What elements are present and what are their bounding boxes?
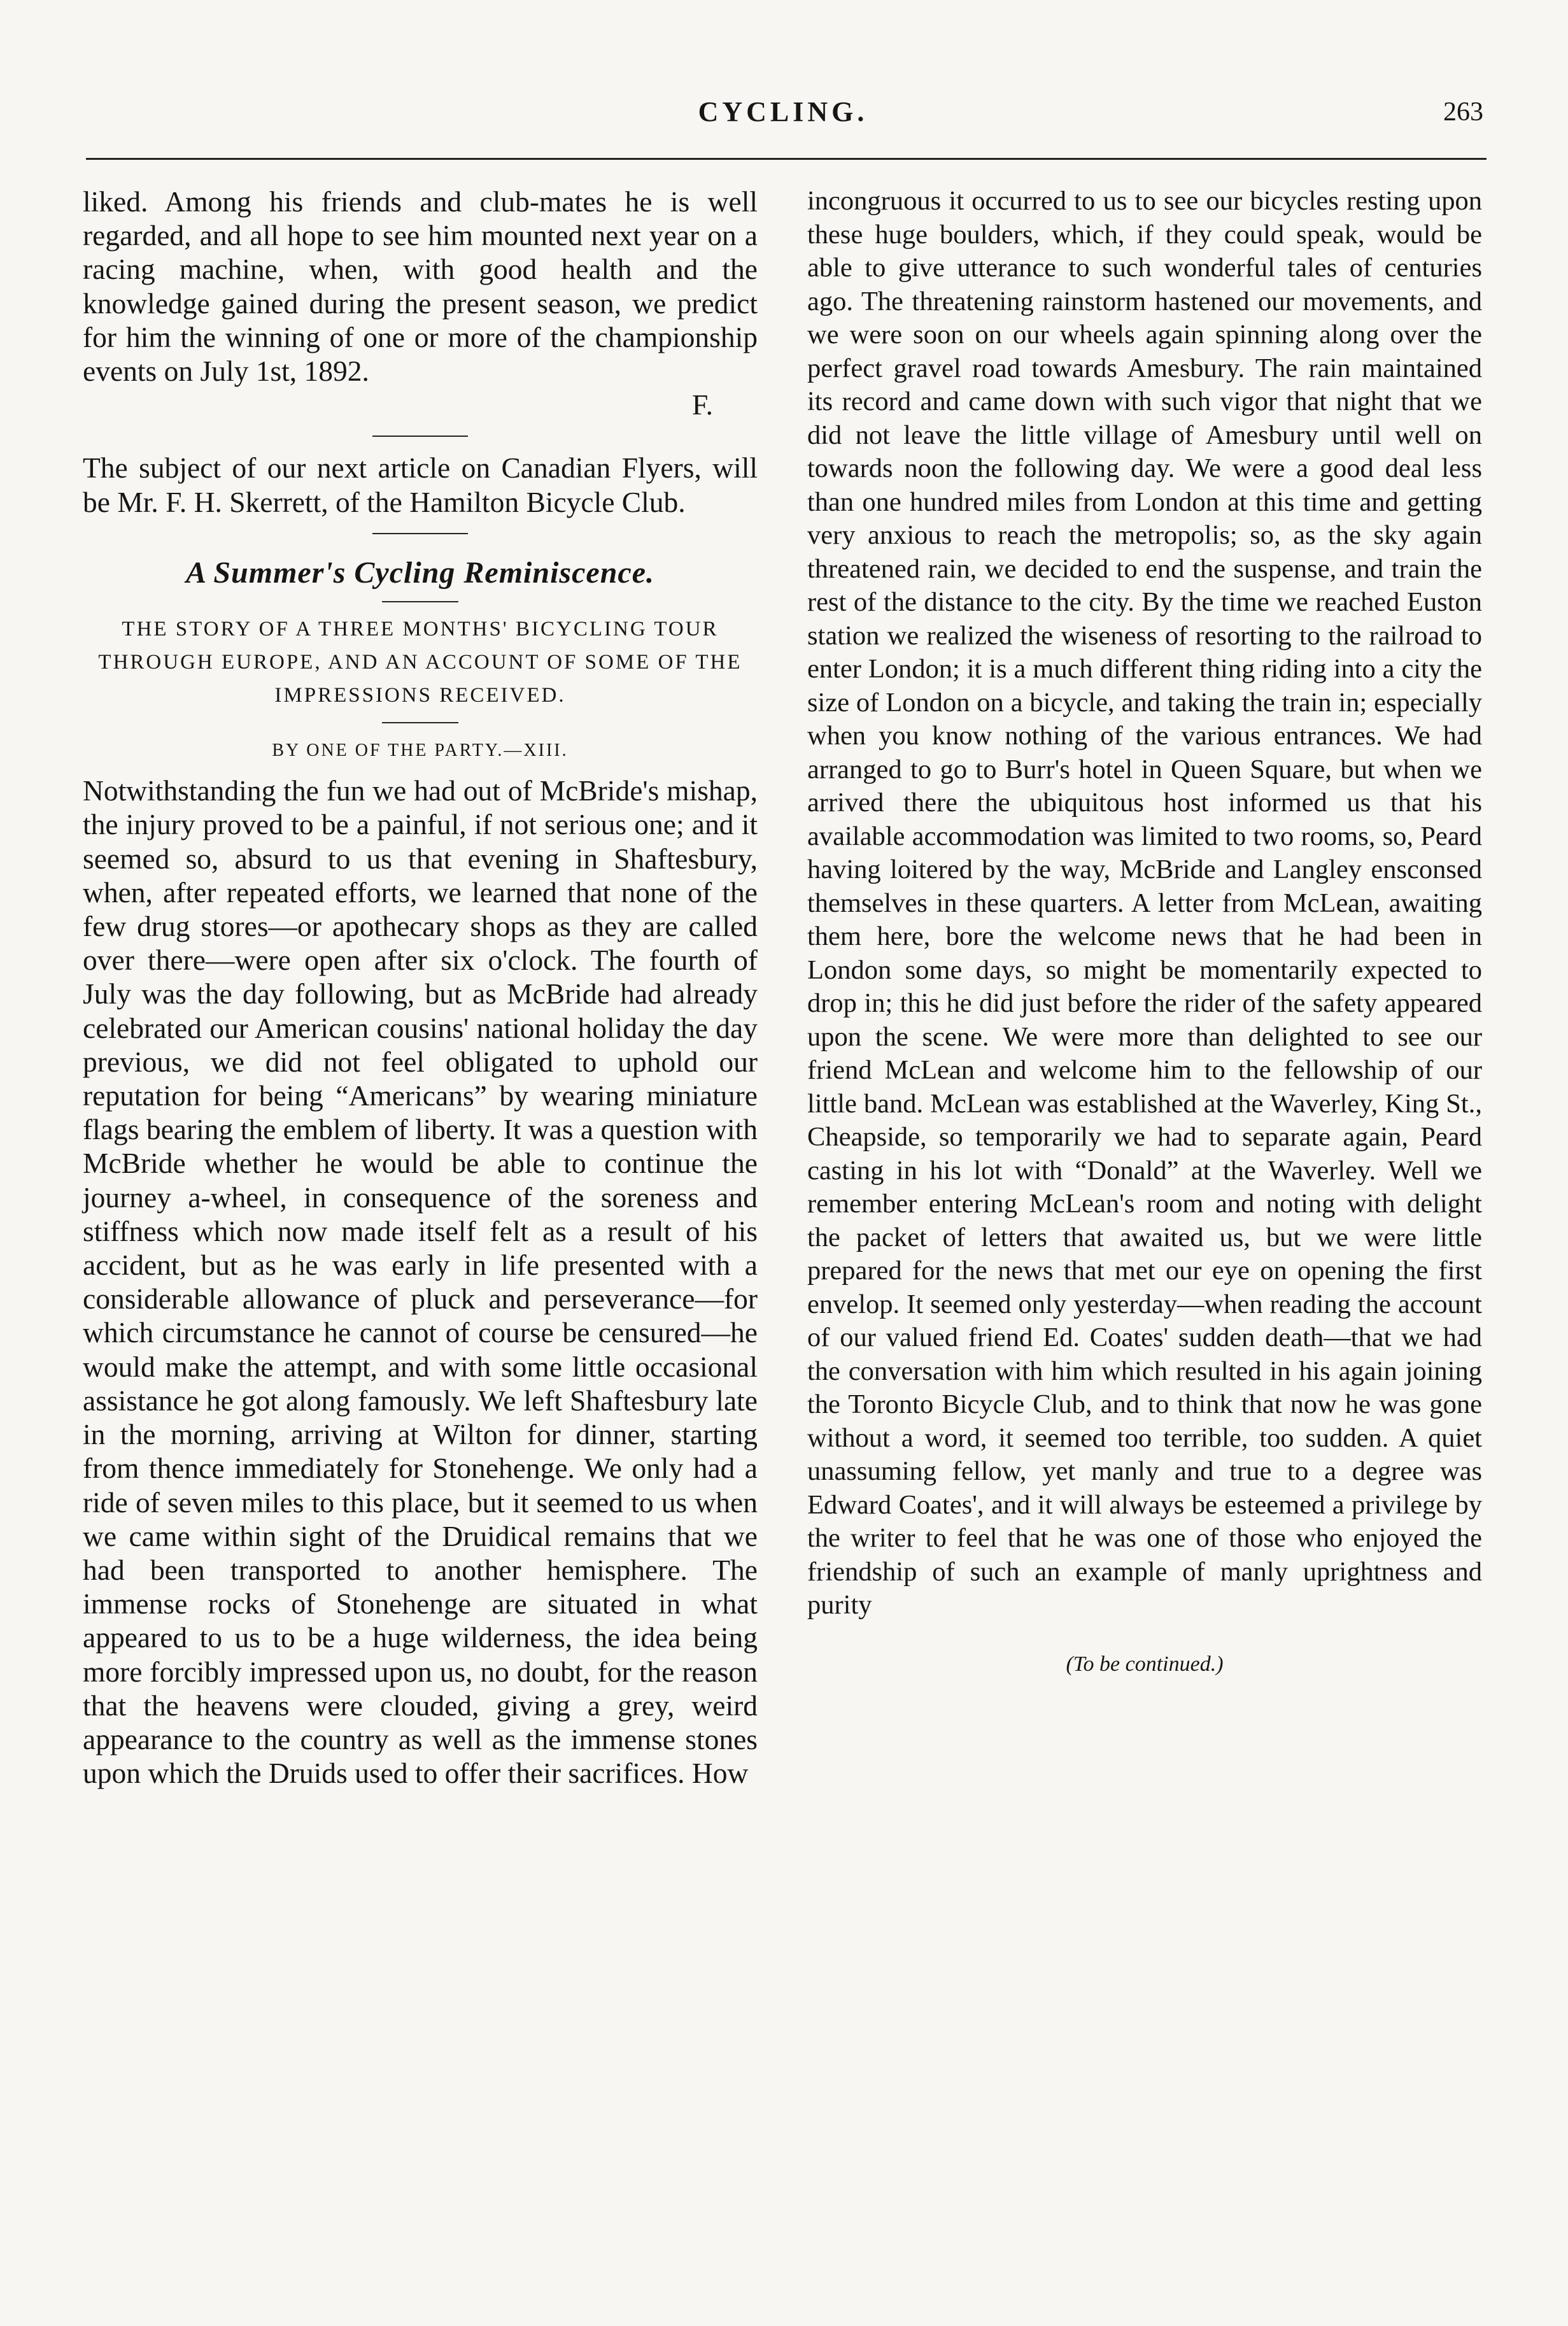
article-body-left: Notwithstanding the fun we had out of McBride's mishap, the injury proved to be a painful, if not serious one; and it seemed so, absurd to us that evening in Shaftesbury, when, after repeated efforts, we learned that none of the few drug stores—or apothecary shops as they are called over there—were open after six o'clock. The fourth of July was the day following, but as McBride had already celebrated our American cousins' national holiday the day previous, we did not feel obligated to uphold our reputation for being “Americans” by wearing miniature flags bearing the emblem of liberty. It was a question with McBride whether he would be able to continue the journey a-wheel, in consequence of the soreness and stiffness which now made itself felt as a result of his accident, but as he was early in life presented with a considerable allowance of pluck and perseverance—for which circumstance he cannot of course be censured—he would make the attempt, and with some little occasional assistance he got along famously. We left Shaftesbury late in the morning, arriving at Wilton for dinner, starting from thence immediately for Stonehenge. We only had a ride of seven miles to this place, but it seemed to us when we came within sight of the Druidical remains that we had been transported to another hemisphere. The immense rocks of Stonehenge are situated in what appeared to us to be a huge wilderness, the idea being more forcibly impressed upon us, no doubt, for the reason that the heavens were clouded, giving a grey, weird appearance to the country as well as the immense stones upon which the Druids used to offer their sacrifices. How [83, 774, 758, 1790]
left-column [83, 185, 758, 1790]
article-body-right: incongruous it occurred to us to see our bicycles resting upon these huge boulders, which, if they could speak, would be able to give utterance to such wonderful tales of centuries ago. The threatening rainstorm hastened our movements, and we were soon on our wheels again spinning along over the perfect gravel road towards Amesbury. The rain maintained its record and came down with such vigor that night that we did not leave the little village of Amesbury until well on towards noon the following day. We were a good deal less than one hundred miles from London at this time and getting very anxious to reach the metropolis; so, as the sky again threatened rain, we decided to end the suspense, and train the rest of the distance to the city. By the time we reached Euston station we realized the wiseness of resorting to the railroad to enter London; it is a much different thing riding into a city the size of London on a bicycle, and taking the train in; especially when you know nothing of the various entrances. We had arranged to go to Burr's hotel in Queen Square, but when we arrived there the ubiquitous host informed us that his available accommodation was limited to two rooms, so, Peard having loitered by the way, McBride and Langley ensconsed themselves in these quarters. A letter from McLean, awaiting them here, bore the welcome news that he had been in London some days, so might be momentarily expected to drop in; this he did just before the rider of the safety appeared upon the scene. We were more than delighted to see our friend McLean and welcome him to the fellowship of our little band. McLean was established at the Waverley, King St., Cheapside, so temporarily we had to separate again, Peard casting in his lot with “Donald” at the Waverley. Well we remember entering McLean's room and noting with delight the packet of letters that awaited us, but we were little prepared for the news that met our eye on opening the first envelop. It seemed only yesterday—when reading the account of our valued friend Ed. Coates' sudden death—that we had the conversation with him which resulted in his again joining the Toronto Bicycle Club, and to think that now he was gone without a word, it seemed too terrible, too sudden. A quiet unassuming fellow, yet manly and true to a degree was Edward Coates', and it will always be esteemed a privilege by the writer to feel that he was one of those who enjoyed the friendship of such an example of manly uprightness and purity [807, 186, 1482, 1620]
running-title: CYCLING. [698, 96, 868, 127]
article-byline: BY ONE OF THE PARTY.—XIII. [272, 741, 569, 761]
section-divider [372, 436, 468, 437]
header-rule [86, 158, 1487, 160]
continued-note: (To be continued.) [1066, 1652, 1224, 1676]
page-number: 263 [1443, 97, 1483, 127]
previous-article-ending: liked. Among his friends and club-mates he is well regarded, and all hope to see him mounted next year on a racing machine, when, with good health and the knowledge gained during the present season, we predict for him the winning of one or more of the championship events on July 1st, 1892. [83, 185, 758, 388]
right-column [807, 185, 1482, 1681]
article-title: A Summer's Cycling Reminiscence. [185, 555, 655, 590]
title-divider [382, 601, 458, 602]
page-header [83, 96, 1483, 134]
section-divider [372, 533, 468, 534]
author-signature: F. [691, 388, 713, 422]
deck-divider [382, 722, 458, 723]
next-article-note: The subject of our next article on Canadian Flyers, will be Mr. F. H. Skerrett, of the Hamilton Bicycle Club. [83, 451, 758, 518]
article-deck: THE STORY OF A THREE MONTHS' BICYCLING TOUR THROUGH EUROPE, AND AN ACCOUNT OF SOME OF THE IMPRESSIONS RECEIVED. [98, 618, 742, 707]
